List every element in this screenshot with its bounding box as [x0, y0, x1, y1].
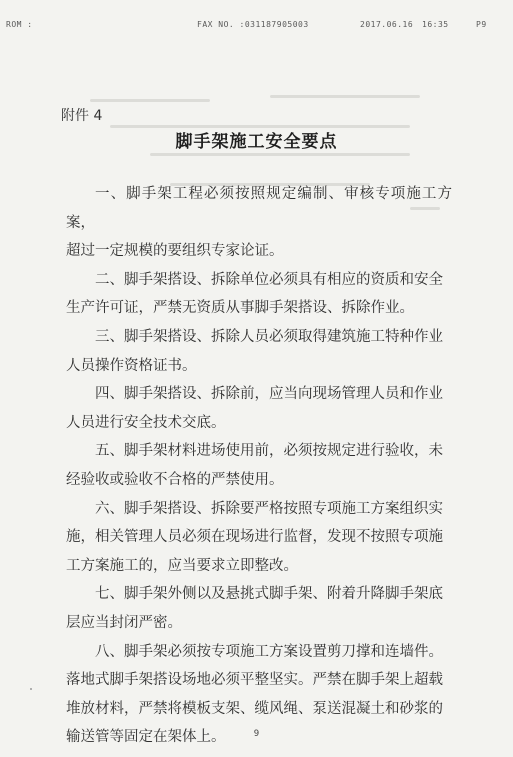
fax-header	[0, 20, 513, 36]
page-number: 9	[253, 729, 260, 739]
fax-time: 16:35	[422, 20, 449, 29]
fax-page: P9	[476, 20, 487, 29]
section-line: 六、脚手架搭设、拆除要严格按照专项施工方案组织实	[95, 500, 443, 517]
document-body	[66, 180, 452, 752]
section-line: 人员操作资格证书。	[66, 357, 197, 374]
fax-number: FAX NO. :031187905003	[197, 20, 309, 29]
document-title: 脚手架施工安全要点	[175, 132, 338, 152]
section-line: 八、脚手架必须按专项施工方案设置剪刀撑和连墙件。	[95, 643, 443, 660]
scan-speck	[30, 688, 32, 690]
section-line: 七、脚手架外侧以及悬挑式脚手架、附着升降脚手架底	[95, 586, 443, 603]
section-paragraph	[66, 180, 452, 266]
section-line: 生产许可证，严禁无资质从事脚手架搭设、拆除作业。	[66, 300, 414, 317]
section-line: 堆放材料，严禁将模板支架、缆风绳、泵送混凝土和砂浆的	[66, 700, 443, 717]
section-line: 输送管等固定在架体上。	[66, 729, 226, 746]
section-paragraph	[66, 266, 452, 323]
section-line: 二、脚手架搭设、拆除单位必须具有相应的资质和安全	[95, 271, 443, 288]
section-line: 经验收或验收不合格的严禁使用。	[66, 471, 284, 488]
section-line: 四、脚手架搭设、拆除前，应当向现场管理人员和作业	[95, 386, 443, 403]
section-paragraph	[66, 495, 452, 581]
attachment-label: 附件 4	[61, 108, 103, 124]
section-line: 施，相关管理人员必须在现场进行监督，发现不按照专项施	[66, 529, 443, 546]
fax-date: 2017.06.16	[360, 20, 414, 29]
section-line: 一、脚手架工程必须按照规定编制、审核专项施工方案，	[66, 186, 452, 231]
section-line: 超过一定规模的要组织专家论证。	[66, 243, 284, 260]
section-line: 五、脚手架材料进场使用前，必须按规定进行验收，未	[95, 443, 443, 460]
section-line: 层应当封闭严密。	[66, 614, 182, 631]
section-line: 工方案施工的，应当要求立即整改。	[66, 557, 298, 574]
section-paragraph	[66, 437, 452, 494]
section-paragraph	[66, 580, 452, 637]
section-paragraph	[66, 380, 452, 437]
section-paragraph	[66, 323, 452, 380]
section-line: 人员进行安全技术交底。	[66, 414, 226, 431]
fax-from: ROM :	[6, 20, 33, 29]
section-line: 三、脚手架搭设、拆除人员必须取得建筑施工特种作业	[95, 328, 443, 345]
section-line: 落地式脚手架搭设场地必须平整坚实。严禁在脚手架上超载	[66, 672, 443, 689]
